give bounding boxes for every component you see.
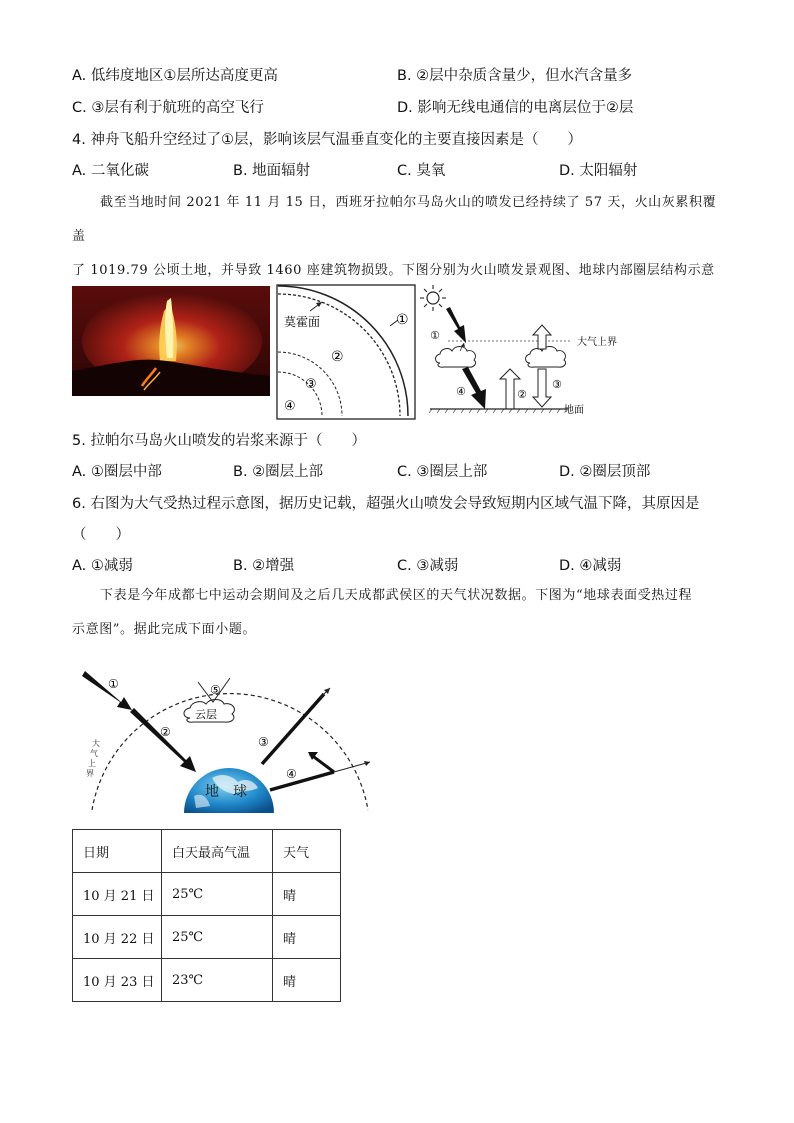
q4-option-c: C. 臭氧	[397, 163, 446, 179]
cloud-right	[526, 347, 566, 368]
passage-2-line-1: 下表是今年成都七中运动会期间及之后几天成都武侯区的天气状况数据。下图为“地球表面受热过程	[100, 588, 693, 603]
passage-2-line-2: 示意图”。据此完成下面小题。	[72, 622, 257, 637]
passage-1-line-2: 了 1019.79 公顷土地，并导致 1460 座建筑物损毁。下图分别为火山喷发景观图、地球内部圈层结构示意	[72, 263, 715, 278]
table-row	[73, 873, 341, 916]
cell-temp: 25℃	[162, 873, 273, 916]
arrow-4-label: ④	[286, 767, 297, 781]
passage-2	[72, 579, 722, 647]
passage-1-line-1: 截至当地时间 2021 年 11 月 15 日，西班牙拉帕尔马岛火山的喷发已经持续了 57 天，火山灰累积覆盖	[72, 195, 717, 244]
cell-weather: 晴	[273, 959, 341, 1002]
earth-label: 地 球	[205, 784, 247, 800]
layer-2-label: ②	[331, 349, 344, 365]
q5-option-c: C. ③圈层上部	[397, 464, 488, 480]
atmospheric-counter-arrow-4	[270, 772, 334, 790]
arrow-4-label: ④	[456, 385, 466, 398]
q4-option-a: A. 二氧化碳	[72, 163, 149, 179]
table-row	[73, 959, 341, 1002]
arrow-1-label: ①	[108, 677, 119, 691]
arrow-1-label: ①	[430, 329, 440, 342]
q5-option-d: D. ②圈层顶部	[559, 464, 651, 480]
atmosphere-top-label: 大气上界	[577, 337, 617, 348]
arrow-3-label: ③	[258, 735, 269, 749]
layer-3-label: ③	[305, 377, 317, 392]
earth-interior-layers-diagram	[276, 284, 416, 420]
q4-option-d: D. 太阳辐射	[559, 163, 638, 179]
moho-label: 莫霍面	[284, 315, 321, 329]
sun-icon	[420, 285, 446, 311]
header-date: 日期	[73, 830, 162, 873]
svg-text:上: 上	[88, 759, 96, 768]
q6-option-d: D. ④减弱	[559, 558, 622, 574]
atmos-back-radiation-arrow-up	[533, 325, 551, 349]
atmosphere-top-vertical-label	[86, 738, 100, 778]
atmos-back-radiation-arrow-3	[533, 369, 551, 407]
q6-option-a: A. ①减弱	[72, 558, 133, 574]
q4-option-b: B. 地面辐射	[233, 163, 311, 179]
cloud-label: 云层	[195, 708, 217, 721]
q3-option-a: A. 低纬度地区①层所达高度更高	[72, 68, 278, 84]
cloud-left	[436, 347, 476, 368]
layer-1-label-svg	[390, 308, 414, 330]
weather-table	[72, 829, 341, 1002]
cell-weather: 晴	[273, 873, 341, 916]
arrow-3-label: ③	[552, 378, 562, 391]
q3-option-b: B. ②层中杂质含量少，但水汽含量多	[397, 68, 633, 84]
q3-option-c: C. ③层有利于航班的高空飞行	[72, 100, 264, 116]
cell-date: 10 月 23 日	[73, 959, 162, 1002]
cell-date: 10 月 22 日	[73, 916, 162, 959]
cell-temp: 25℃	[162, 916, 273, 959]
q6-option-c: C. ③减弱	[397, 558, 459, 574]
q6-stem: 6. 右图为大气受热过程示意图，据历史记载，超强火山喷发会导致短期内区域气温下降，其原因是	[72, 496, 700, 512]
layer-4-label: ④	[284, 399, 296, 414]
cell-date: 10 月 21 日	[73, 873, 162, 916]
table-row	[73, 916, 341, 959]
atmospheric-heating-diagram	[420, 285, 630, 420]
volcano-eruption-photo	[72, 286, 270, 396]
cell-temp: 23℃	[162, 959, 273, 1002]
header-weather: 天气	[273, 830, 341, 873]
svg-text:大: 大	[92, 739, 100, 748]
q5-option-b: B. ②圈层上部	[233, 464, 324, 480]
cell-weather: 晴	[273, 916, 341, 959]
q5-stem: 5. 拉帕尔马岛火山喷发的岩浆来源于（ ）	[72, 433, 366, 449]
arrow-2-label: ②	[160, 725, 171, 739]
header-max-temp: 白天最高气温	[162, 830, 273, 873]
solar-incoming-arrow-1	[82, 671, 132, 710]
solar-radiation-arrow	[446, 307, 466, 343]
earth-surface-heating-diagram	[72, 668, 382, 813]
table-header-row	[73, 830, 341, 873]
q6-paren: （ ）	[72, 527, 130, 543]
q6-option-b: B. ②增强	[233, 558, 295, 574]
svg-text:界: 界	[86, 769, 94, 778]
layer-1-label: ①	[396, 312, 409, 328]
q3-option-d: D. 影响无线电通信的电离层位于②层	[397, 100, 634, 116]
svg-text:气: 气	[90, 749, 98, 758]
q5-option-a: A. ①圈层中部	[72, 464, 162, 480]
arrow-2-label: ②	[517, 388, 527, 401]
q4-stem: 4. 神舟飞船升空经过了①层，影响该层气温垂直变化的主要直接因素是（ ）	[72, 132, 582, 148]
ground-label: 地面	[564, 405, 584, 416]
arrow-5-label: ⑤	[210, 683, 221, 697]
